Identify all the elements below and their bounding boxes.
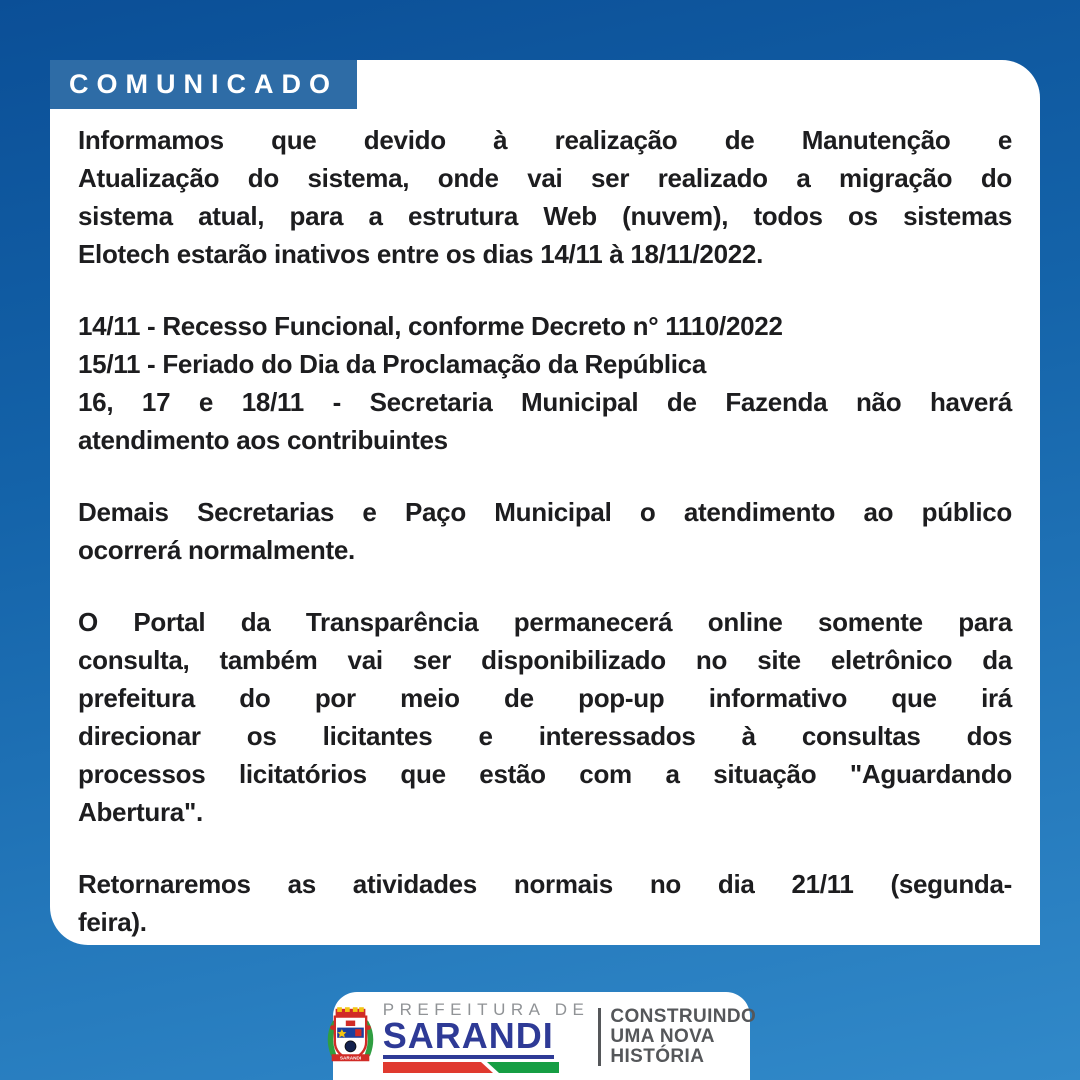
red-green-stripe-icon [383, 1062, 559, 1073]
text-line: direcionar os licitantes e interessados à consultas dos [78, 721, 1012, 751]
paragraph [78, 307, 1012, 459]
footer-logo-group [327, 1001, 756, 1073]
text-line: sistema atual, para a estrutura Web (nuvem), todos os sistemas [78, 201, 1012, 231]
text-line: Abertura". [78, 797, 203, 827]
text-line: 16, 17 e 18/11 - Secretaria Municipal de Fazenda não haverá [78, 387, 1012, 417]
paragraph [78, 865, 1012, 941]
text-line: feira). [78, 907, 147, 937]
announcement-body [78, 121, 1012, 941]
comunicado-badge-label: COMUNICADO [69, 69, 338, 99]
slogan-line: CONSTRUINDO [610, 1006, 757, 1027]
text-line: Atualização do sistema, onde vai ser realizado a migração do [78, 163, 1012, 193]
sarandi-coat-of-arms-icon [327, 1005, 374, 1069]
text-line: 14/11 - Recesso Funcional, conforme Decreto n° 1110/2022 [78, 311, 783, 341]
text-line: consulta, também vai ser disponibilizado no site eletrônico da [78, 645, 1012, 675]
paragraph [78, 121, 1012, 273]
text-line: atendimento aos contribuintes [78, 425, 448, 455]
prefeitura-logo-text [383, 1001, 590, 1073]
text-line: processos licitatórios que estão com a situação "Aguardando [78, 759, 1012, 789]
text-line: Retornaremos as atividades normais no dia 21/11 (segunda- [78, 869, 1012, 899]
text-line: Demais Secretarias e Paço Municipal o atendimento ao público [78, 497, 1012, 527]
text-line: Elotech estarão inativos entre os dias 14/11 à 18/11/2022. [78, 239, 763, 269]
text-line: O Portal da Transparência permanecerá online somente para [78, 607, 1012, 637]
slogan-line: HISTÓRIA [610, 1046, 705, 1067]
announcement-card [50, 60, 1040, 945]
text-line: 15/11 - Feriado do Dia da Proclamação da República [78, 349, 707, 379]
footer-divider [598, 1008, 601, 1066]
footer-bar [333, 992, 757, 1080]
prefeitura-de-label: PREFEITURA DE [382, 1000, 590, 1019]
text-line: Informamos que devido à realização de Manutenção e [78, 125, 1012, 155]
text-line: prefeitura do por meio de pop-up informativo que irá [78, 683, 1012, 713]
text-line: ocorrerá normalmente. [78, 535, 355, 565]
paragraph [78, 493, 1012, 569]
slogan-line: UMA NOVA [610, 1026, 715, 1047]
comunicado-badge [50, 60, 357, 109]
slogan-block [610, 1007, 756, 1067]
crest-ribbon-text: SARANDI [339, 1055, 361, 1061]
sarandi-wordmark: SARANDI [383, 1018, 554, 1059]
paragraph [78, 603, 1012, 831]
